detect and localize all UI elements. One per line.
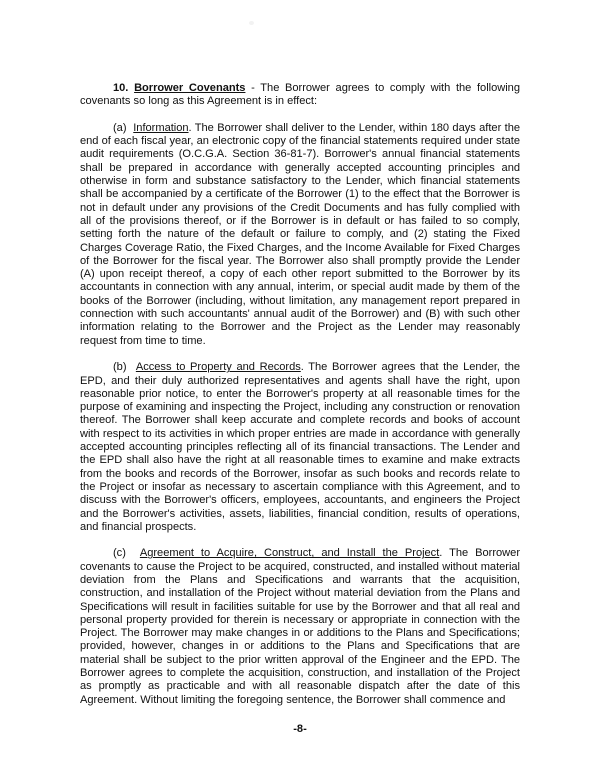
section-title: Borrower Covenants [134,82,246,94]
document-body-column [80,82,520,707]
subsection-marker-space [126,547,140,559]
subsection-body-b: . The Borrower agrees that the Lender, the EPD, and their duly authorized representatives and agents shall have the right, upon reasonable prior notice, to enter the Borrower's property at all reasonable times for the purpose of examining and inspecting the Project, including any construction or renovation thereof. The Borrower shall keep accurate and complete records and books of account with respect to its activities in which proper entries are made in accordance with generally accepted accounting principles reflecting all of its financial transactions. The Lender and the EPD shall also have the right at all reasonable times to examine and make extracts from the books and records of the Borrower, insofar as such books and records relate to the Project or insofar as necessary to ascertain compliance with this Agreement, and to discuss with the Borrower's officers, employees, accountants, and engineers the Project and the Borrower's activities, assets, liabilities, financial condition, results of operations, and financial prospects. [80,361,521,533]
section-body-text: The Borrower agrees to comply with the following covenants so long as this Agreement is in effect: [80,82,520,108]
paragraph-subsection-a [80,122,520,348]
page-number: -8- [293,723,307,735]
subsection-title-c: Agreement to Acquire, Construct, and Install the Project [139,547,440,560]
subsection-title-b: Access to Property and Records [135,361,301,374]
subsection-marker-c: (c) [113,547,126,560]
paragraph-section-10 [80,82,520,109]
paragraph-subsection-b [80,361,520,534]
paragraph-subsection-c [80,547,520,707]
scan-artifact-speck [249,21,254,25]
subsection-title-a: Information [133,121,189,134]
subsection-body-a: . The Borrower shall deliver to the Lender, within 180 days after the end of each fiscal year, an electronic copy of the financial statements required under state audit requirements (O.C.G.A. Section 36-81-7). Borrower's annual financial statements shall be prepared in accordance with generally accepted accounting principles and otherwise in form and substance satisfactory to the Lender, which financial statements shall be accompanied by a certificate of the Borrower (1) to the effect that the Borrower is not in default under any provisions of the Credit Documents and has fully complied with all of the provisions thereof, or if the Borrower is in default or has failed to so comply, setting forth the nature of the default or failure to comply, and (2) stating the Fixed Charges Coverage Ratio, the Fixed Charges, and the Income Available for Fixed Charges of the Borrower for the fiscal year. The Borrower also shall promptly provide the Lender (A) upon receipt thereof, a copy of each other report submitted to the Borrower by its accountants in connection with any annual, interim, or special audit made by them of the books of the Borrower (including, without limitation, any management report prepared in connection with such accountants' annual audit of the Borrower) and (B) with such other information relating to the Borrower and the Project as the Lender may reasonably request from time to time. [80,121,520,347]
subsection-marker-space [127,361,136,373]
subsection-marker-a: (a) [113,121,127,134]
subsection-body-c: . The Borrower covenants to cause the Project to be acquired, constructed, and installed without material deviation from the Plans and Specifications and warrants that the acquisition, construction, and installation of the Project without material deviation from the Plans and Specifications will result in facilities suitable for use by the Borrower and that all real and personal property provided for therein is necessary or appropriate in connection with the Project. The Borrower may make changes in or additions to the Plans and Specifications; provided, however, changes in or additions to the Plans and Specifications that are material shall be subject to the prior written approval of the Engineer and the EPD. The Borrower agrees to complete the acquisition, construction, and installation of the Project as promptly as practicable and with all reasonable dispatch after the date of this Agreement. Without limiting the foregoing sentence, the Borrower shall commence and [80,547,520,706]
section-separator: - [245,82,261,94]
subsection-marker-b: (b) [113,361,127,374]
section-number: 10. [113,82,129,94]
